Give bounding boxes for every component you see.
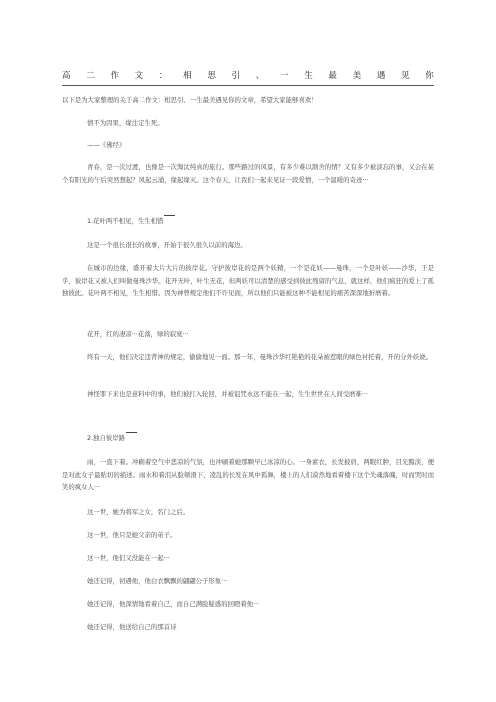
paragraph-8: 这一世，她为将军之女，名门之后。 xyxy=(87,508,190,516)
section-heading-2-text: 2.独自彼岸路 xyxy=(87,434,126,442)
paragraph-1: 青春，是一次过渡，也像是一次淘汰纯真的旅行。那些路过的风景，有多少难以割舍的情？又有多少被淡忘的事，又会在某个有阳光的午后突然想起？风起云涌，缘起缘灭。这个春天，让我们一起来见证一段爱情，一个温暖的奇迹··· xyxy=(62,163,434,184)
paragraph-5: 终有一天，他们决定违背神的规定，偷偷地见一面。那一年，曼珠沙华红艳艳的花朵被惹眼的绿色衬托着，开的分外妖娆。 xyxy=(87,353,433,361)
title-char: 二 xyxy=(86,71,95,81)
title-char: 遇 xyxy=(376,71,386,81)
section-heading-1-text: 1.花叶两不相见，生生相惜 xyxy=(87,217,164,225)
paragraph-3: 在城市的边缘，盛开着大片大片的彼岸花。守护彼岸花的是两个妖精，一个是花妖——曼珠，一个是叶妖——沙华，于是乎，彼岸花又被人们叫做曼珠沙华。花开无叶，叶生无花，但两妖可以清楚的感受到彼此残留的气息，就这样，他们疯狂的爱上了孤独彼此。花叶两不相见，生生相惜。因为神曾规定他们不许见面，所以他们只能被这种不能相见的痛苦深深地折磨着。 xyxy=(62,264,434,297)
heading-underline xyxy=(164,215,175,216)
title-char: 高 xyxy=(62,71,71,81)
title-char: 一 xyxy=(279,71,289,81)
quote-text: 情不为因果，缘注定生死。 xyxy=(87,119,164,127)
paragraph-10: 这一世，他们又没能在一起··· xyxy=(87,554,170,562)
title-char: 美 xyxy=(352,71,362,81)
intro-paragraph: 以下是为大家整理的关于高二作文：相思引、一生最美遇见你的文章，希望大家能够喜欢！ xyxy=(62,96,318,104)
paragraph-12: 她还记得，他深情地看着自己，而自己满脸疑惑的回瞪着他··· xyxy=(87,600,260,608)
quote-source: ——《佛经》 xyxy=(87,141,126,149)
section-heading-2 xyxy=(87,432,137,444)
paragraph-2: 这是一个很长很长的故事，开始于很久很久以前的海边。 xyxy=(87,241,247,249)
title-char: 、 xyxy=(255,71,265,81)
paragraph-4: 花开，红的凄凉···花落，绿的寂寞··· xyxy=(87,330,189,338)
title-char: ： xyxy=(158,71,168,81)
paragraph-11: 她还记得，初遇他，他白衣飘飘的翩翩公子形象··· xyxy=(87,577,228,585)
paragraph-9: 这一世，他只是她父亲的弟子。 xyxy=(87,531,177,539)
title-char: 生 xyxy=(304,71,313,81)
section-heading-1 xyxy=(87,215,175,227)
title-char: 最 xyxy=(328,71,337,81)
title-divider xyxy=(62,85,434,86)
paragraph-13: 她还记得，他送给自己的那首诗 xyxy=(87,623,177,631)
document-title xyxy=(62,69,434,81)
paragraph-6: 神怪罪下来也是意料中的事，他们被打入轮回，并被诅咒永远不能在一起，生生世世在人间受磨难··· xyxy=(87,390,368,398)
title-char: 引 xyxy=(231,71,241,81)
title-char: 相 xyxy=(183,71,192,81)
paragraph-7: 雨，一直下着。冲刷着空气中悲凉的气氛，也冲刷着她那颗早已冰凉的心。一身素衣，长发披肩，两眼红肿，目光黯淡，便是对此女子最贴切的描述。雨水和着泪从脸颊滑下，凌乱的长发在风中孤舞，楼上的人们漠然地看着楼下这个失魂落魄，时而哭时而笑的疯女人··· xyxy=(62,458,434,491)
title-char: 思 xyxy=(207,71,216,81)
title-char: 文 xyxy=(134,71,144,81)
title-char: 见 xyxy=(401,71,410,81)
title-char: 你 xyxy=(425,71,434,81)
heading-underline xyxy=(126,432,137,433)
title-char: 作 xyxy=(110,71,119,81)
